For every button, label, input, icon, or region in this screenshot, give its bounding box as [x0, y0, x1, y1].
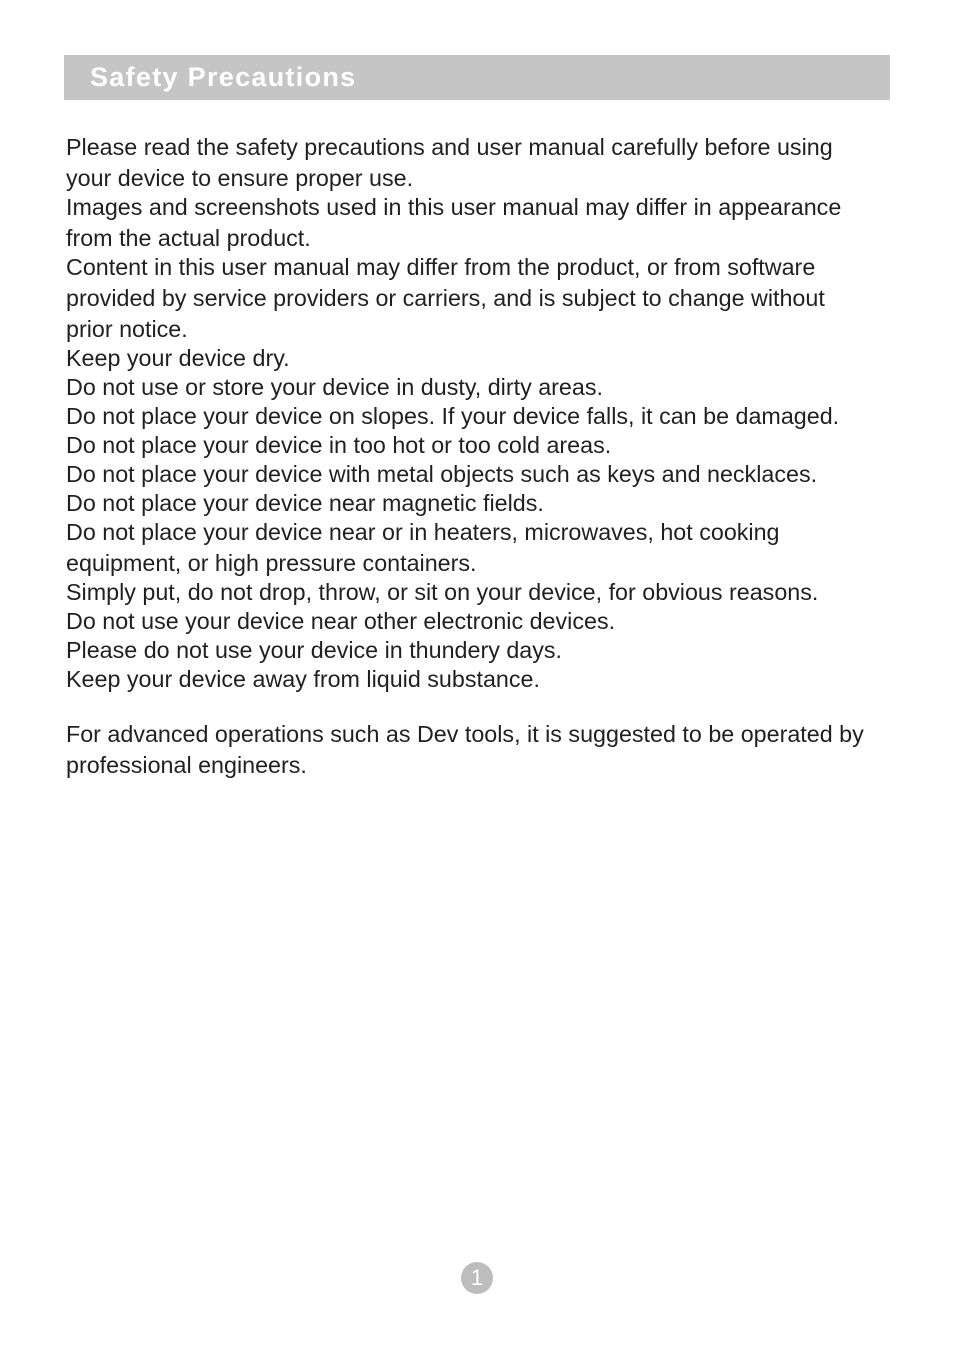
precaution-paragraph: Content in this user manual may differ from the product, or from software provided by service providers or carriers, and is subject to change without prior notice. — [66, 254, 825, 342]
precaution-paragraph: Images and screenshots used in this user manual may differ in appearance from the actual product. — [66, 194, 842, 251]
section-header-bar — [64, 55, 890, 100]
section-title: Safety Precautions — [90, 62, 357, 92]
page-number-badge: 1 — [461, 1262, 493, 1294]
precaution-paragraph: Please do not use your device in thundery days. — [66, 637, 563, 663]
document-body — [66, 132, 876, 779]
precaution-paragraph: Please read the safety precautions and user manual carefully before using your device to ensure proper use. — [66, 134, 833, 191]
precaution-paragraph: Do not use or store your device in dusty, dirty areas. — [66, 374, 603, 400]
precaution-paragraph: Do not place your device with metal objects such as keys and necklaces. — [66, 461, 818, 487]
precaution-paragraph: Simply put, do not drop, throw, or sit on your device, for obvious reasons. — [66, 579, 819, 605]
precaution-paragraph: Keep your device away from liquid substance. — [66, 666, 540, 692]
advanced-operations-note: For advanced operations such as Dev tools, it is suggested to be operated by professional engineers. — [66, 721, 864, 778]
precaution-paragraph: Do not place your device near magnetic fields. — [66, 490, 544, 516]
paragraph-spacer — [66, 693, 876, 719]
precaution-paragraph: Do not place your device on slopes. If your device falls, it can be damaged. — [66, 403, 840, 429]
precaution-paragraph: Keep your device dry. — [66, 345, 290, 371]
precaution-paragraph: Do not use your device near other electronic devices. — [66, 608, 616, 634]
precaution-paragraph: Do not place your device in too hot or too cold areas. — [66, 432, 612, 458]
precaution-paragraph: Do not place your device near or in heaters, microwaves, hot cooking equipment, or high pressure containers. — [66, 519, 780, 576]
